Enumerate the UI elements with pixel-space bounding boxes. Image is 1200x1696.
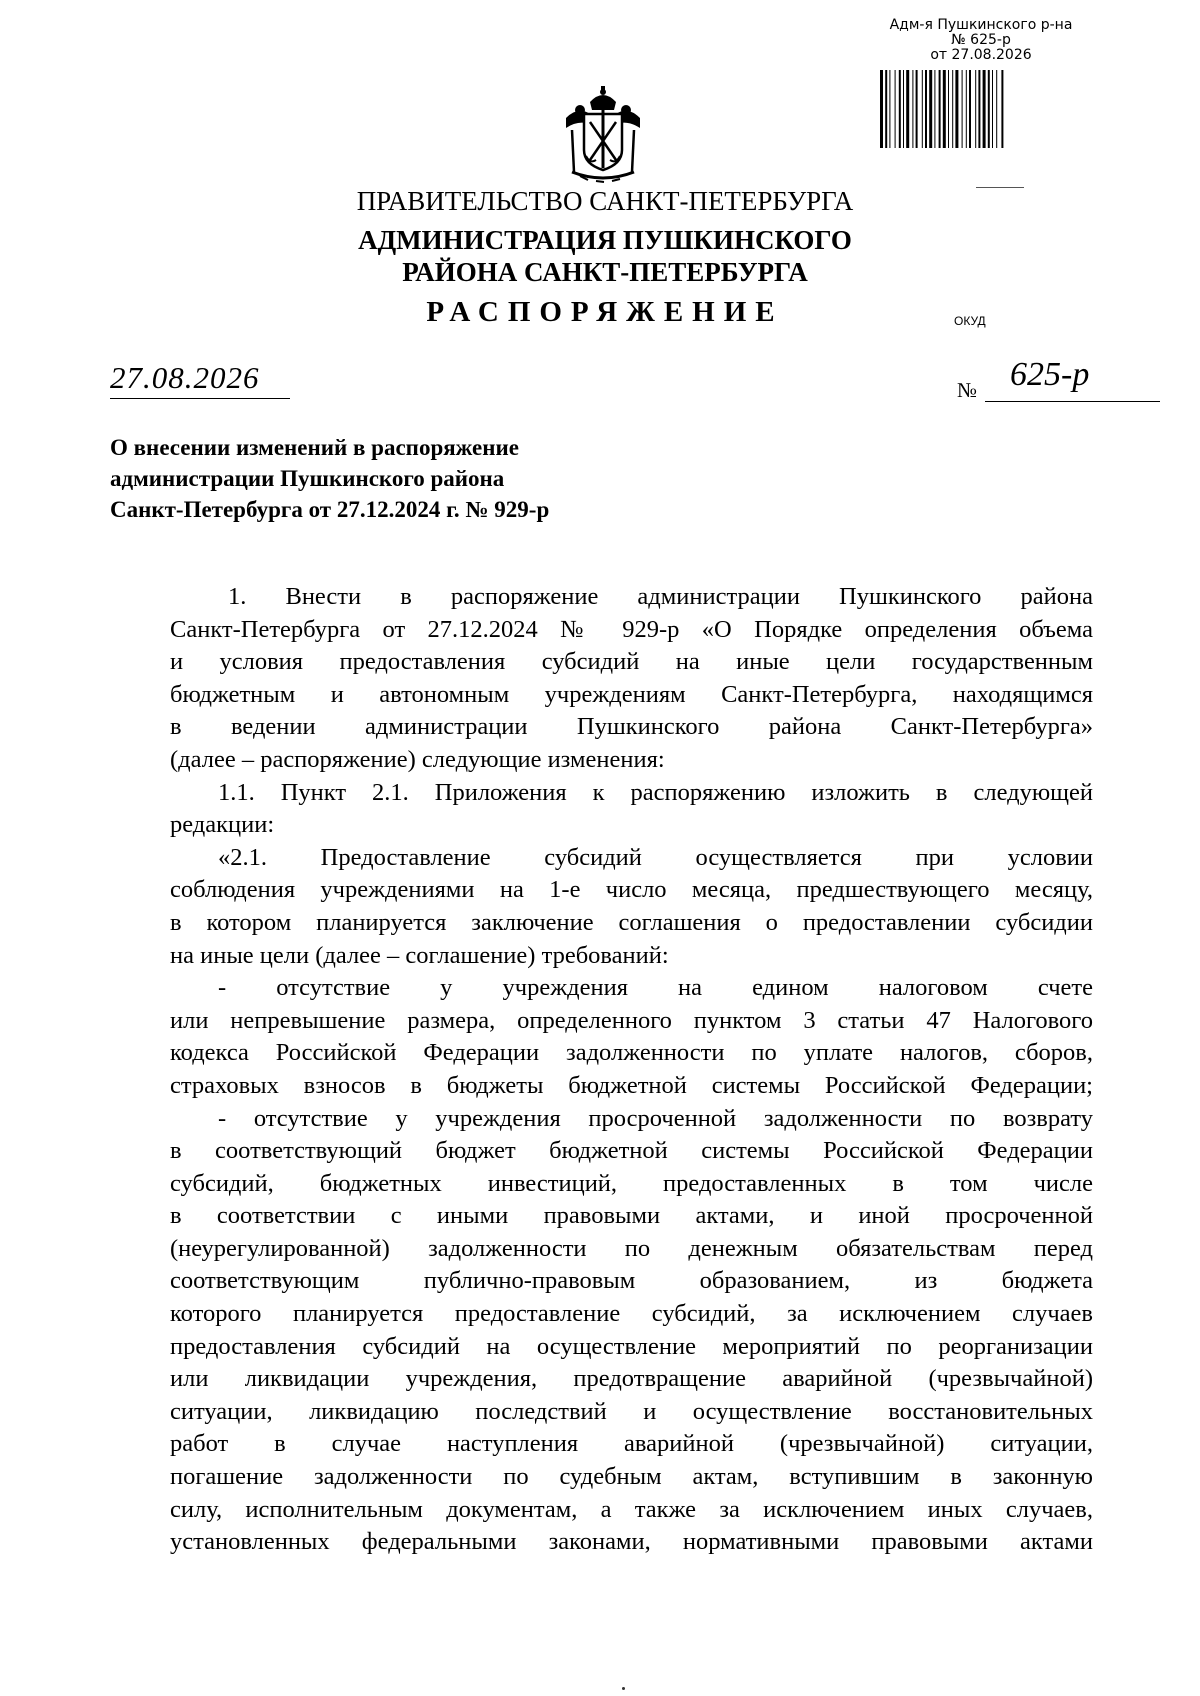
number-label: №: [957, 378, 978, 402]
barcode-icon: [878, 70, 1078, 148]
body-line: и условия предоставления субсидий на иные цели государственным: [170, 648, 1093, 676]
body-line: - отсутствие у учреждения на едином налоговом счете: [218, 974, 1093, 1002]
document-subject: [110, 432, 549, 525]
subject-line: О внесении изменений в распоряжение: [110, 435, 519, 460]
body-line: в котором планируется заключение соглашения о предоставлении субсидии: [170, 908, 1093, 936]
document-date: 27.08.2026: [110, 360, 260, 395]
number-underline: [985, 401, 1160, 402]
government-title: ПРАВИТЕЛЬСТВО САНКТ-ПЕТЕРБУРГА: [356, 186, 854, 216]
body-line: Санкт-Петербурга от 27.12.2024 № 929-р «О Порядке определения объема: [170, 615, 1093, 643]
okud-label: ОКУД: [954, 314, 986, 328]
body-line: силу, исполнительным документам, а также за исключением иных случаев,: [170, 1495, 1093, 1523]
body-line: предоставления субсидий на осуществление мероприятий по реорганизации: [170, 1332, 1093, 1360]
body-line: субсидий, бюджетных инвестиций, предоставленных в том числе: [170, 1169, 1093, 1197]
body-line: бюджетным и автономным учреждениям Санкт-Петербурга, находящимся: [170, 680, 1093, 708]
body-line: страховых взносов в бюджеты бюджетной системы Российской Федерации;: [170, 1071, 1093, 1099]
document-type-title: РАСПОРЯЖЕНИЕ: [426, 296, 784, 328]
stamp-number: № 625-р: [951, 32, 1011, 48]
body-line: в соответствии с иными правовыми актами, и иной просроченной: [170, 1202, 1093, 1230]
body-line: которого планируется предоставление субсидий, за исключением случаев: [170, 1300, 1093, 1328]
scan-speck: [622, 1687, 625, 1690]
st-petersburg-coat-of-arms-icon: [560, 84, 646, 184]
body-line: «2.1. Предоставление субсидий осуществляется при условии: [218, 843, 1093, 871]
body-line: установленных федеральными законами, нормативными правовыми актами: [170, 1528, 1093, 1556]
registration-stamp: [876, 18, 1086, 63]
body-line: - отсутствие у учреждения просроченной задолженности по возврату: [218, 1104, 1093, 1132]
date-underline: [110, 398, 290, 399]
body-line: кодекса Российской Федерации задолженности по уплате налогов, сборов,: [170, 1039, 1093, 1067]
body-line: соответствующим публично-правовым образованием, из бюджета: [170, 1267, 1093, 1295]
body-line: в ведении администрации Пушкинского района Санкт-Петербурга»: [170, 713, 1093, 741]
body-line: в соответствующий бюджет бюджетной системы Российской Федерации: [170, 1137, 1093, 1165]
body-line: 1. Внести в распоряжение администрации Пушкинского района: [228, 583, 1093, 610]
body-line: (неурегулированной) задолженности по денежным обязательствам перед: [170, 1234, 1093, 1262]
administration-title-line2: РАЙОНА САНКТ-ПЕТЕРБУРГА: [402, 257, 808, 287]
body-line: на иные цели (далее – соглашение) требований:: [170, 941, 669, 969]
body-line: (далее – распоряжение) следующие изменения:: [170, 745, 665, 773]
body-line: ситуации, ликвидацию последствий и осуществление восстановительных: [170, 1397, 1093, 1425]
body-line: соблюдения учреждениями на 1-е число месяца, предшествующего месяцу,: [170, 876, 1093, 904]
administration-title-line1: АДМИНИСТРАЦИЯ ПУШКИНСКОГО: [358, 225, 852, 255]
body-line: редакции:: [170, 811, 275, 839]
subject-line: администрации Пушкинского района: [110, 466, 505, 491]
stamp-office: Адм-я Пушкинского р-на: [889, 17, 1073, 33]
body-line: погашение задолженности по судебным актам, вступившим в законную: [170, 1463, 1093, 1491]
body-line: или ликвидации учреждения, предотвращение аварийной (чрезвычайной): [170, 1365, 1093, 1393]
body-line: 1.1. Пункт 2.1. Приложения к распоряжению изложить в следующей: [218, 778, 1093, 806]
document-number: 625-р: [1010, 356, 1090, 393]
document-body: [170, 581, 1093, 1559]
body-line: или непревышение размера, определенного пунктом 3 статьи 47 Налогового: [170, 1006, 1093, 1034]
subject-line: Санкт-Петербурга от 27.12.2024 г. № 929-р: [110, 497, 550, 522]
body-line: работ в случае наступления аварийной (чрезвычайной) ситуации,: [170, 1430, 1093, 1458]
stamp-date: от 27.08.2026: [930, 47, 1032, 63]
